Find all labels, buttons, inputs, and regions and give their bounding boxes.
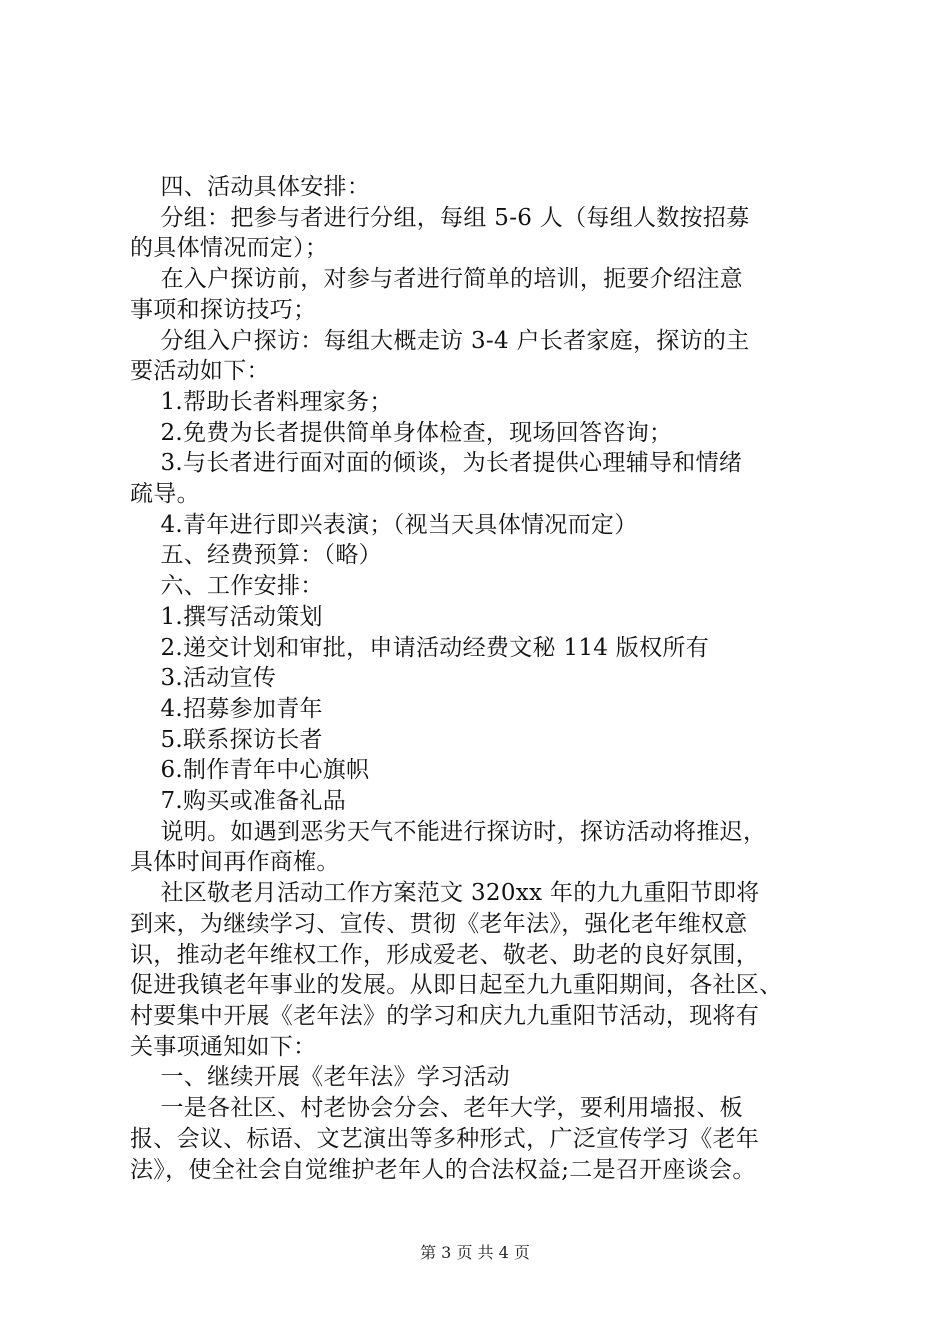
text-line: 1.帮助长者料理家务； bbox=[130, 388, 393, 415]
text-line: 3.活动宣传 bbox=[130, 665, 277, 692]
text-line: 4.青年进行即兴表演；（视当天具体情况而定） bbox=[130, 511, 638, 538]
text-line: 村要集中开展《老年法》的学习和庆九九重阳节活动，现将有 bbox=[130, 1002, 760, 1029]
text-line: 具体时间再作商榷。 bbox=[130, 849, 340, 876]
text-line: 3.与长者进行面对面的倾谈，为长者提供心理辅导和情绪 bbox=[130, 450, 743, 477]
document-body bbox=[130, 172, 832, 1185]
text-line: 关事项通知如下： bbox=[130, 1033, 317, 1060]
text-line: 促进我镇老年事业的发展。从即日起至九九重阳期间，各社区、 bbox=[130, 972, 783, 999]
page-number-footer: 第 3 页 共 4 页 bbox=[420, 1243, 530, 1262]
text-line: 六、工作安排： bbox=[130, 573, 324, 600]
text-line: 说明。如遇到恶劣天气不能进行探访时，探访活动将推迟， bbox=[130, 818, 767, 845]
text-line: 社区敬老月活动工作方案范文 320xx 年的九九重阳节即将 bbox=[130, 880, 760, 907]
text-line: 分组入户探访：每组大概走访 3-4 户长者家庭，探访的主 bbox=[130, 327, 750, 354]
text-line: 在入户探访前，对参与者进行简单的培训，扼要介绍注意 bbox=[130, 266, 743, 293]
text-line: 四、活动具体安排： bbox=[130, 174, 371, 200]
text-line: 五、经费预算：（略） bbox=[130, 542, 382, 569]
text-line: 报、会议、标语、文艺演出等多种形式，广泛宣传学习《老年 bbox=[130, 1125, 760, 1152]
text-line: 的具体情况而定）； bbox=[130, 235, 329, 262]
text-line: 事项和探访技巧； bbox=[130, 296, 317, 323]
text-line: 1.撰写活动策划 bbox=[130, 603, 323, 630]
text-line: 4.招募参加青年 bbox=[130, 695, 323, 722]
text-line: 一、继续开展《老年法》学习活动 bbox=[130, 1064, 510, 1091]
text-line: 要活动如下： bbox=[130, 358, 270, 385]
text-line: 2.免费为长者提供简单身体检查，现场回答咨询； bbox=[130, 419, 673, 446]
text-line: 5.联系探访长者 bbox=[130, 726, 323, 753]
text-line: 7.购买或准备礼品 bbox=[130, 788, 347, 815]
text-line: 到来，为继续学习、宣传、贯彻《老年法》，强化老年维权意 bbox=[130, 910, 748, 937]
text-line: 6.制作青年中心旗帜 bbox=[130, 757, 370, 784]
text-line: 一是各社区、村老协会分会、老年大学，要利用墙报、板 bbox=[130, 1095, 743, 1122]
text-line: 2.递交计划和审批，申请活动经费文秘 114 版权所有 bbox=[130, 634, 710, 661]
text-line: 识，推动老年维权工作，形成爱老、敬老、助老的良好氛围， bbox=[130, 941, 760, 968]
text-line: 法》，使全社会自觉维护老年人的合法权益;二是召开座谈会。 bbox=[130, 1156, 756, 1183]
text-line: 疏导。 bbox=[130, 481, 200, 508]
text-line: 分组：把参与者进行分组，每组 5-6 人（每组人数按招募 bbox=[130, 204, 750, 231]
